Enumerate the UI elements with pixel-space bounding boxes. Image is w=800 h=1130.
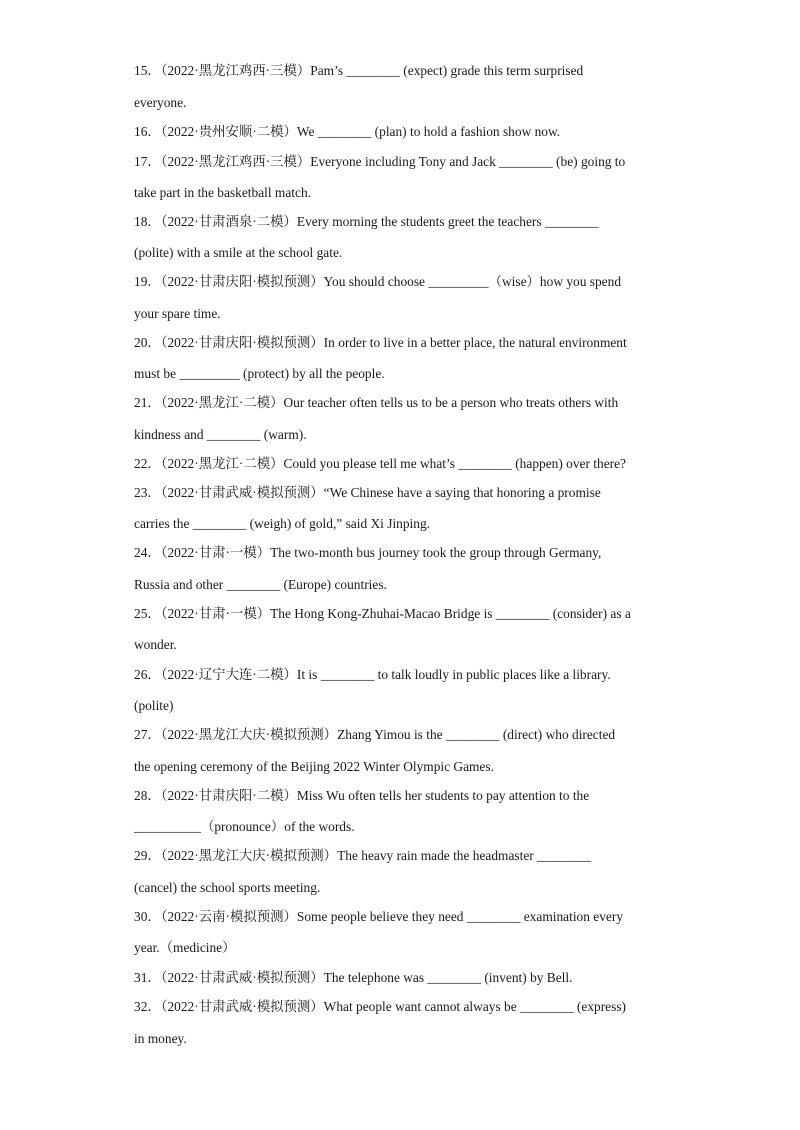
- question-25-line-1: 25．（2022·甘肃·一模）The Hong Kong-Zhuhai-Macao Bridge is ________ (consider) as a: [134, 606, 631, 621]
- question-20-line-2: must be _________ (protect) by all the people.: [134, 366, 385, 381]
- question-31-line-1: 31．（2022·甘肃武威·模拟预测）The telephone was ________ (invent) by Bell.: [134, 970, 573, 985]
- question-32-line-2: in money.: [134, 1031, 187, 1046]
- question-29-line-1: 29．（2022·黑龙江大庆·模拟预测）The heavy rain made the headmaster ________: [134, 848, 591, 863]
- question-15-line-2: everyone.: [134, 95, 187, 110]
- question-28-line-2: __________（pronounce）of the words.: [134, 819, 355, 834]
- question-20-line-1: 20．（2022·甘肃庆阳·模拟预测）In order to live in a better place, the natural environment: [134, 335, 627, 350]
- question-25-line-2: wonder.: [134, 637, 177, 652]
- question-17-line-2: take part in the basketball match.: [134, 185, 311, 200]
- question-17-line-1: 17．（2022·黑龙江鸡西·三模）Everyone including Tony and Jack ________ (be) going to: [134, 154, 626, 169]
- question-23-line-2: carries the ________ (weigh) of gold,” said Xi Jinping.: [134, 516, 431, 531]
- question-19-line-2: your spare time.: [134, 306, 221, 321]
- question-15-line-1: 15．（2022·黑龙江鸡西·三模）Pam’s ________ (expect) grade this term surprised: [134, 63, 584, 78]
- question-24-line-2: Russia and other ________ (Europe) countries.: [134, 577, 387, 592]
- question-23-line-1: 23．（2022·甘肃武威·模拟预测）“We Chinese have a saying that honoring a promise: [134, 485, 601, 500]
- question-30-line-1: 30．（2022·云南·模拟预测）Some people believe they need ________ examination every: [134, 909, 624, 924]
- question-21-line-2: kindness and ________ (warm).: [134, 427, 307, 442]
- question-16-line-1: 16．（2022·贵州安顺·二模）We ________ (plan) to hold a fashion show now.: [134, 124, 561, 139]
- question-22-line-1: 22．（2022·黑龙江·二模）Could you please tell me what’s ________ (happen) over there?: [134, 456, 626, 471]
- question-30-line-2: year.（medicine）: [134, 940, 236, 955]
- question-18-line-2: (polite) with a smile at the school gate.: [134, 245, 343, 260]
- question-26-line-1: 26．（2022·辽宁大连·二模）It is ________ to talk loudly in public places like a library.: [134, 667, 611, 682]
- question-27-line-2: the opening ceremony of the Beijing 2022 Winter Olympic Games.: [134, 759, 494, 774]
- question-28-line-1: 28．（2022·甘肃庆阳·二模）Miss Wu often tells her students to pay attention to the: [134, 788, 590, 803]
- question-29-line-2: (cancel) the school sports meeting.: [134, 880, 321, 895]
- question-19-line-1: 19．（2022·甘肃庆阳·模拟预测）You should choose _________（wise）how you spend: [134, 274, 622, 289]
- question-27-line-1: 27．（2022·黑龙江大庆·模拟预测）Zhang Yimou is the ________ (direct) who directed: [134, 727, 616, 742]
- question-24-line-1: 24．（2022·甘肃·一模）The two-month bus journey took the group through Germany,: [134, 545, 602, 560]
- question-21-line-1: 21．（2022·黑龙江·二模）Our teacher often tells us to be a person who treats others with: [134, 395, 619, 410]
- question-18-line-1: 18．（2022·甘肃酒泉·二模）Every morning the students greet the teachers ________: [134, 214, 599, 229]
- question-32-line-1: 32．（2022·甘肃武威·模拟预测）What people want cannot always be ________ (express): [134, 999, 626, 1014]
- question-26-line-2: (polite): [134, 698, 174, 713]
